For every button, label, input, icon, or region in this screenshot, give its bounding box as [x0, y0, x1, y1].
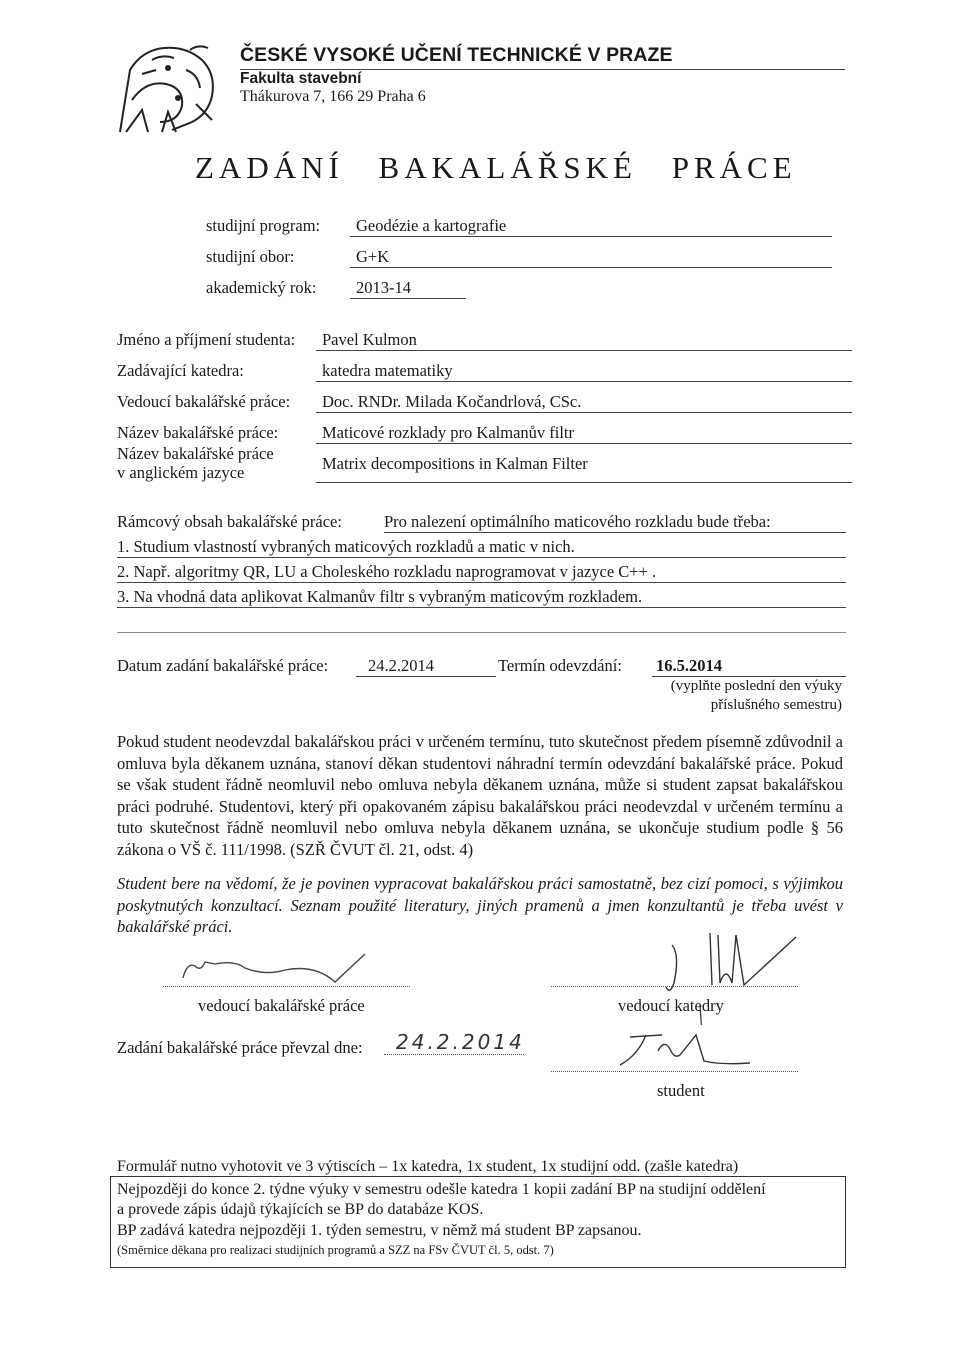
program-label: studijní program: [206, 216, 321, 235]
student-signature-label: student [657, 1081, 705, 1100]
deadline-value: 16.5.2014 [652, 656, 846, 677]
content-intro: Pro nalezení optimálního maticového rozkladu bude třeba: [384, 512, 846, 533]
thesis-title-en-label [117, 444, 274, 482]
thesis-title-en-label-line1: Název bakalářské práce [117, 444, 274, 463]
supervisor-signature-line [163, 986, 410, 987]
content-item: 1. Studium vlastností vybraných maticových rozkladů a matic v nich. [117, 537, 846, 558]
supervisor-label: Vedoucí bakalářské práce: [117, 392, 291, 411]
faculty-address: Thákurova 7, 166 29 Praha 6 [240, 88, 426, 105]
program-value: Geodézie a kartografie [350, 216, 832, 237]
rules-paragraph: Pokud student neodevzdal bakalářskou práci v určeném termínu, tuto skutečnost předem písemně zdůvodnil a omluva byla děkanem uznána, stanoví děkan studentovi náhradní termín odevzdání bakalářské práce. Pokud se však student řádně neomluvil nebo omluva nebyla děkanem uznána, může si student zapsat bakalářskou práci podruhé. Studentovi, který při opakovaném zápisu bakalářskou práci neodevzdal v určeném termínu a tuto skutečnost řádně neomluvil nebo omluva nebyla děkanem uznána, se ukončuje studium podle § 56 zákona o VŠ č. 111/1998. (SZŘ ČVUT čl. 21, odst. 4) [117, 732, 843, 859]
deadline-note-line2: příslušného semestru) [710, 697, 842, 713]
university-name: ČESKÉ VYSOKÉ UČENÍ TECHNICKÉ V PRAZE [240, 44, 673, 66]
thesis-title-cz-value: Maticové rozklady pro Kalmanův filtr [316, 423, 852, 444]
footer-box [110, 1176, 846, 1268]
student-signature-line [551, 1071, 798, 1072]
assigned-date-label: Datum zadání bakalářské práce: [117, 656, 329, 675]
content-blank-line [117, 632, 846, 633]
head-signature-label: vedoucí katedry [618, 996, 724, 1015]
department-label: Zadávající katedra: [117, 361, 244, 380]
thesis-title-en-value: Matrix decompositions in Kalman Filter [322, 454, 588, 473]
footer-copies-note: Formulář nutno vyhotovit ve 3 výtiscích – 1x katedra, 1x student, 1x studijní odd. (zašle katedra) [117, 1158, 739, 1175]
assigned-date-value: 24.2.2014 [356, 656, 496, 677]
footer-box-line1: Nejpozději do konce 2. týdne výuky v semestru odešle katedra 1 kopii zadání BP na studijní oddělení [117, 1181, 766, 1198]
supervisor-signature [175, 948, 375, 988]
content-item: 2. Např. algoritmy QR, LU a Choleského rozkladu naprogramovat v jazyce C++ . [117, 562, 846, 583]
supervisor-value: Doc. RNDr. Milada Kočandrlová, CSc. [316, 392, 852, 413]
student-name-value: Pavel Kulmon [316, 330, 852, 351]
content-item: 3. Na vhodná data aplikovat Kalmanův filtr s vybraným maticovým rozkladem. [117, 587, 846, 608]
received-label: Zadání bakalářské práce převzal dne: [117, 1038, 363, 1057]
deadline-label: Termín odevzdání: [498, 656, 622, 675]
student-signature [600, 1025, 770, 1075]
received-date-line [384, 1054, 524, 1055]
department-value: katedra matematiky [316, 361, 852, 382]
deadline-note-line1: (vyplňte poslední den výuky [670, 678, 842, 694]
independence-note: Student bere na vědomí, že je povinen vypracovat bakalářskou práci samostatně, bez cizí pomoci, s výjimkou poskytnutých konzultací. Seznam použité literatury, jiných pramenů a jmen konzultantů je třeba uvést v bakalářské práci. [117, 874, 843, 936]
year-value: 2013-14 [350, 278, 466, 299]
student-name-label: Jméno a příjmení studenta: [117, 330, 296, 349]
year-label: akademický rok: [206, 278, 317, 297]
thesis-title-en-label-line2: v anglickém jazyce [117, 463, 245, 482]
page-title: ZADÁNÍ BAKALÁŘSKÉ PRÁCE [195, 150, 797, 185]
supervisor-signature-label: vedoucí bakalářské práce [198, 996, 365, 1015]
faculty-name: Fakulta stavební [240, 70, 362, 87]
thesis-title-en-rule [316, 482, 852, 483]
university-logo [112, 40, 224, 138]
field-value: G+K [350, 247, 832, 268]
footer-box-line2: a provede zápis údajů týkajících se BP do databáze KOS. [117, 1201, 484, 1218]
received-date: 24.2.2014 [396, 1030, 525, 1054]
thesis-title-cz-label: Název bakalářské práce: [117, 423, 279, 442]
field-label: studijní obor: [206, 247, 295, 266]
head-signature-line [551, 986, 798, 987]
deadline-note [600, 677, 842, 715]
footer-box-line3: BP zadává katedra nejpozději 1. týden semestru, v němž má student BP zapsanou. [117, 1222, 642, 1239]
content-label: Rámcový obsah bakalářské práce: [117, 512, 342, 531]
footer-box-line4: (Směrnice děkana pro realizaci studijních programů a SZZ na FSv ČVUT čl. 5, odst. 7) [117, 1243, 554, 1257]
